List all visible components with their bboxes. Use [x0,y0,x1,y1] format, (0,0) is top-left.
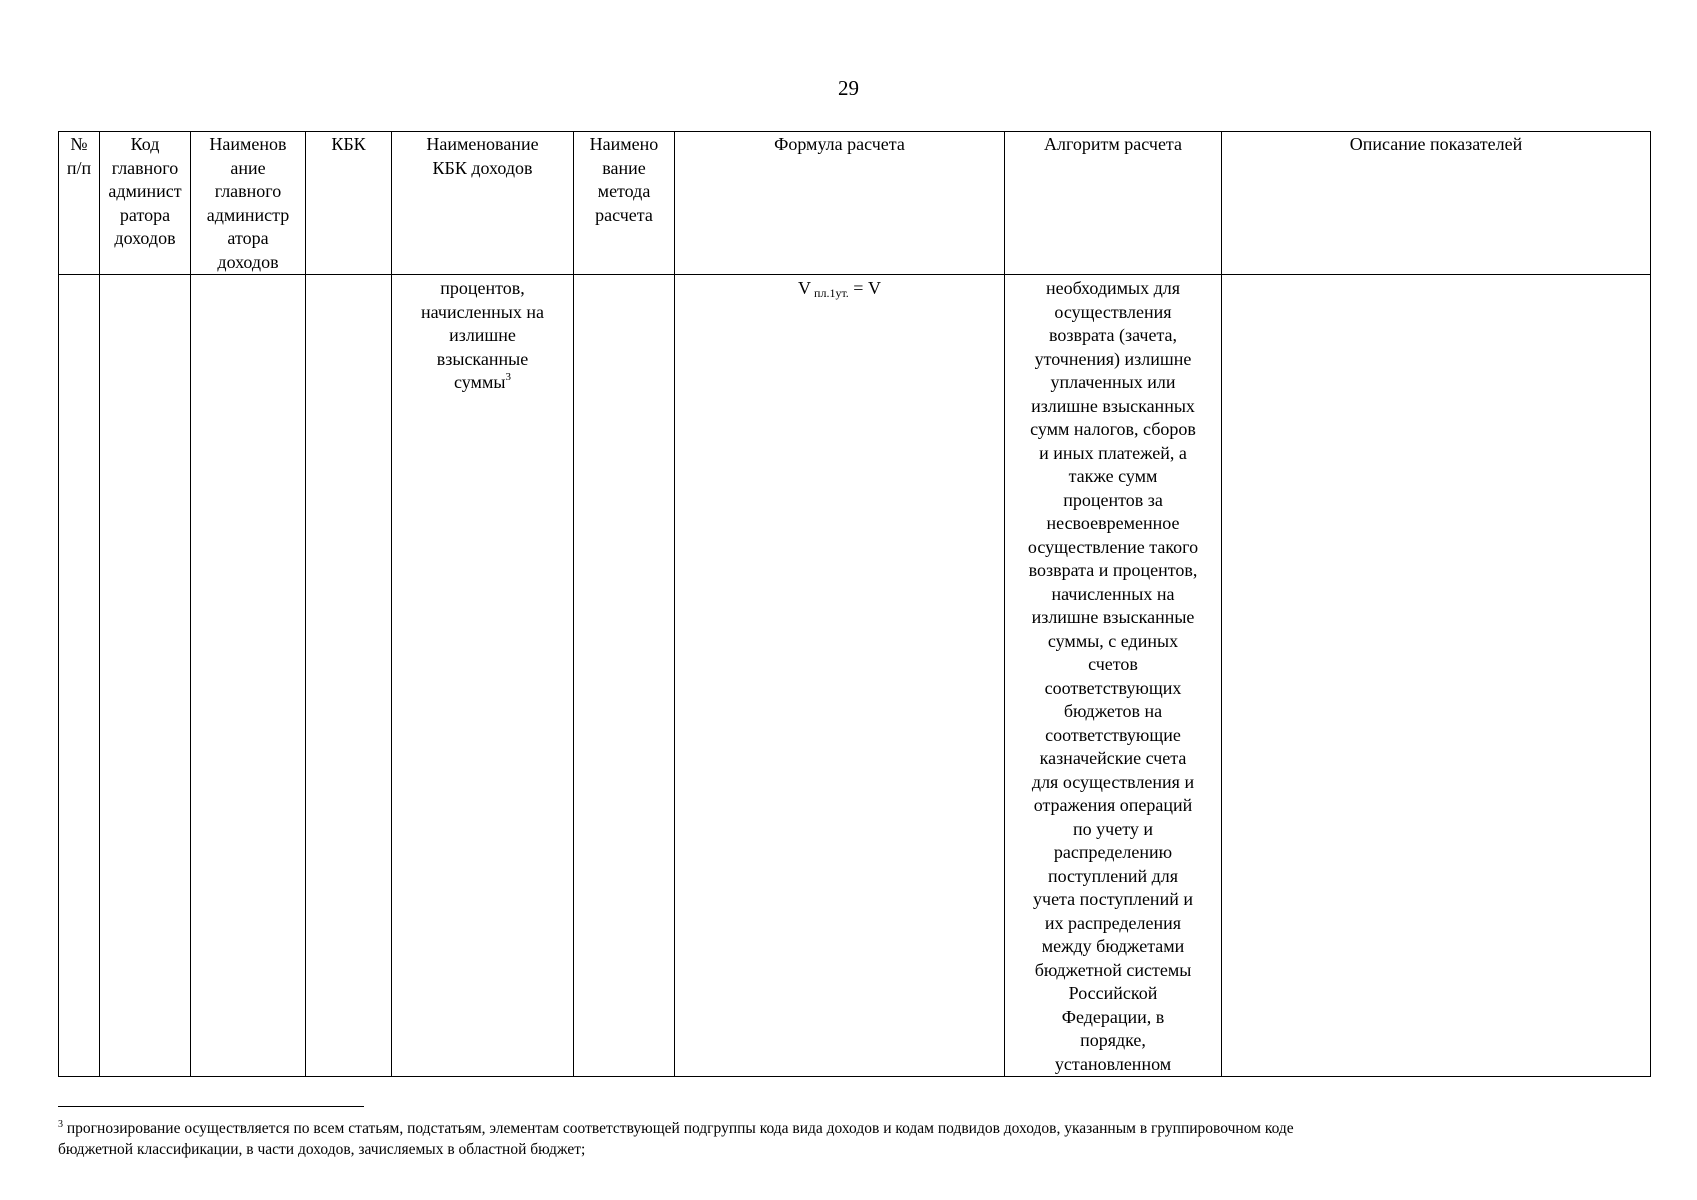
cell-description [1222,275,1651,1077]
formula [798,277,881,306]
cell-admin-code [100,275,191,1077]
cell-algorithm: необходимых для осуществления возврата (зачета, уточнения) излишне уплаченных или излишне взысканных сумм налогов, сборов и иных платежей, а также сумм процентов за несвоевременное осуществление такого возврата и процентов, начисленных на излишне взысканные суммы, с единых счетов соответствующих бюджетов на соответствующие казначейские счета для осуществления и отражения операций по учету и распределению поступлений для учета поступлений и их распределения между бюджетами бюджетной системы Российской Федерации, в порядке, установленном [1005,275,1222,1077]
page-number: 29 [838,76,859,100]
table-header-row [59,132,1651,275]
footnote-ref: 3 [505,371,511,383]
forecast-table [58,131,1651,1077]
cell-formula [675,275,1005,1077]
header-admin-name: Наименов ание главного администр атора доходов [191,132,306,275]
cell-kbk-name [392,275,574,1077]
header-formula: Формула расчета [675,132,1005,275]
table-row [59,275,1651,1077]
header-kbk-name: Наименование КБК доходов [392,132,574,275]
cell-num [59,275,100,1077]
header-num: № п/п [59,132,100,275]
kbk-name-text: процентов, начисленных на излишне взысканные суммы [420,278,545,392]
formula-variable: V [798,278,812,298]
footnote [58,1118,1618,1160]
formula-rhs: = V [853,278,881,298]
header-description: Описание показателей [1222,132,1651,275]
formula-subscript: пл.1ут. [814,286,849,300]
header-admin-code: Код главного админист ратора доходов [100,132,191,275]
cell-method-name [574,275,675,1077]
footnote-divider [58,1106,364,1107]
header-kbk: КБК [306,132,392,275]
cell-admin-name [191,275,306,1077]
header-algorithm: Алгоритм расчета [1005,132,1222,275]
footnote-marker: 3 [58,1119,63,1130]
header-method-name: Наимено вание метода расчета [574,132,675,275]
cell-kbk [306,275,392,1077]
footnote-text: прогнозирование осуществляется по всем статьям, подстатьям, элементам соответствующей подгруппы кода вида доходов и кодам подвидов доходов, указанным в группировочном коде бюджетной классификации, в части доходов, зачисляемых в областной бюджет; [58,1120,1294,1158]
